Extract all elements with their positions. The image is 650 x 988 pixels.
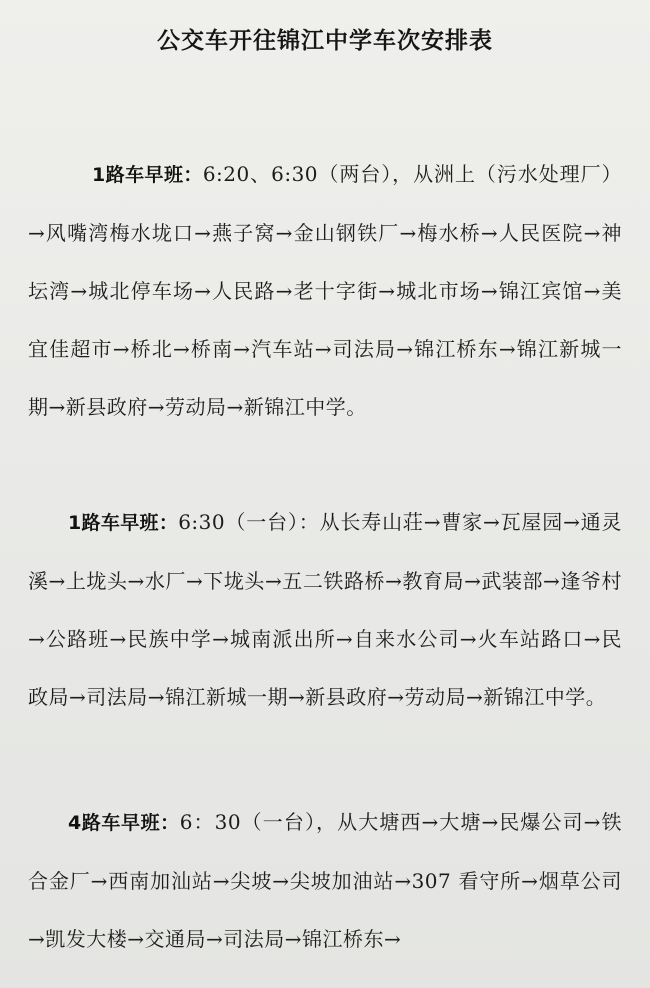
route-label: 1路车早班： (68, 512, 179, 534)
route-label: 1路车早班： (92, 164, 203, 186)
schedule-section-1 (28, 145, 622, 436)
route-description: 6:20、6:30（两台），从洲上（污水处理厂）→风嘴湾梅水垅口→燕子窝→金山钢铁厂→梅水桥→人民医院→神坛湾→城北停车场→人民路→老十字街→城北市场→锦江宾馆→美宜佳超市→桥北→桥南→汽车站→司法局→锦江桥东→锦江新城一期→新县政府→劳动局→新锦江中学。 (28, 162, 622, 419)
schedule-section-3 (28, 793, 622, 968)
document-title: 公交车开往锦江中学车次安排表 (157, 28, 493, 54)
route-label: 4路车早班： (68, 812, 180, 834)
schedule-section-2 (28, 493, 622, 726)
route-description: 6：30（一台），从大塘西→大塘→民爆公司→铁合金厂→西南加汕站→尖坡→尖坡加油站→307 看守所→烟草公司→凯发大楼→交通局→司法局→锦江桥东→ (28, 810, 622, 951)
route-description: 6:30（一台）：从长寿山荘→曹家→瓦屋园→通灵溪→上垅头→水厂→下垅头→五二铁路桥→教育局→武装部→逢爷村→公路班→民族中学→城南派出所→自来水公司→火车站路口→民政局→司法局→锦江新城一期→新县政府→劳动局→新锦江中学。 (28, 510, 622, 709)
